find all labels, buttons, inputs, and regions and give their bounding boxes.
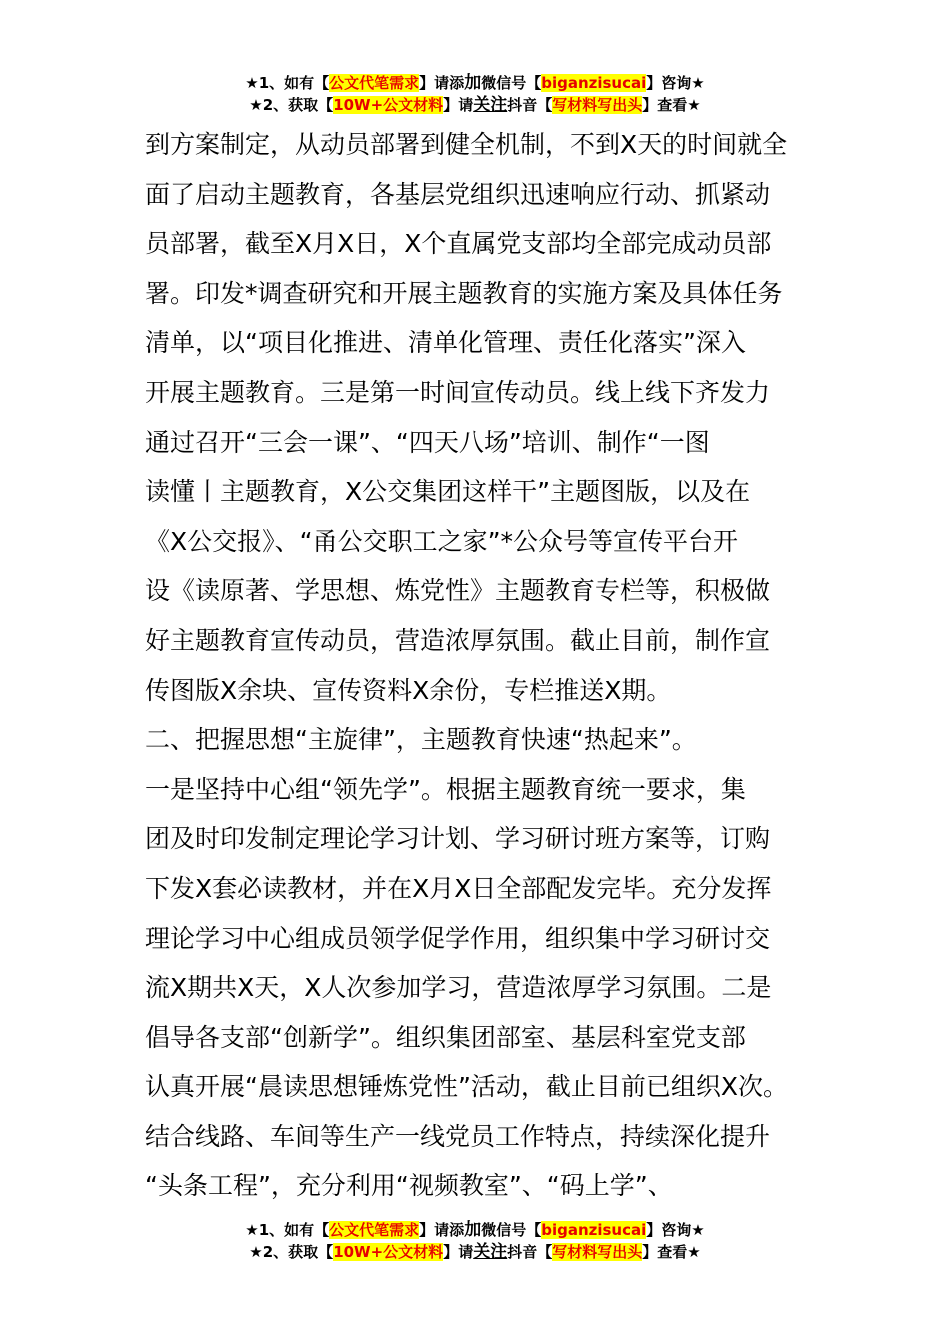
banner-text: 】请 [443, 1243, 474, 1261]
body-line: 倡导各支部“创新学”。组织集团部室、基层科室党支部 [145, 1022, 746, 1052]
banner-text: ★1、如有【 [245, 74, 330, 92]
body-line: 到方案制定，从动员部署到健全机制，不到X天的时间就全 [145, 130, 788, 159]
banner-text: 加 [464, 1220, 482, 1240]
banner-text: ★2、获取【 [249, 96, 334, 114]
banner-text: 】咨询★ [646, 74, 705, 92]
body-line: 好主题教育宣传动员，营造浓厚氛围。截止目前，制作宣 [145, 625, 771, 655]
banner-highlight: 公文代笔需求 [329, 1221, 420, 1239]
banner-text: ★1、如有【 [245, 1221, 330, 1239]
banner-highlight: biganzisucai [541, 1221, 647, 1239]
body-line: 团及时印发制定理论学习计划、学习研讨班方案等，订购 [145, 824, 771, 854]
banner-highlight: 写材料写出头 [552, 96, 643, 114]
body-line: 通过召开“三会一课”、“四天八场”培训、制作“一图 [145, 427, 710, 457]
banner-highlight: 写材料写出头 [552, 1243, 643, 1261]
banner-text: ★2、获取【 [249, 1243, 334, 1261]
banner-text: 微信号【 [481, 74, 542, 92]
banner-text: 】请 [443, 96, 474, 114]
body-line: 传图版X余块、宣传资料X余份，专栏推送X期。 [145, 675, 672, 705]
body-line: 员部署，截至X月X日，X个直属党支部均全部完成动员部 [145, 229, 772, 259]
banner-line-2 [0, 1241, 950, 1263]
banner-text: 】请添 [419, 74, 465, 92]
banner-text: 抖音【 [507, 96, 553, 114]
body-line: “头条工程”，充分利用“视频教室”、“码上学”、 [145, 1171, 673, 1201]
body-line: 理论学习中心组成员领学促学作用，组织集中学习研讨交 [145, 923, 771, 953]
banner-highlight: biganzisucai [541, 74, 647, 92]
banner-highlight: 10W+公文材料 [333, 96, 444, 114]
banner-text: 加 [464, 73, 482, 93]
banner-highlight: 10W+公文材料 [333, 1243, 444, 1261]
body-line: 下发X套必读教材，并在X月X日全部配发完毕。充分发挥 [145, 873, 772, 903]
body-line: 结合线路、车间等生产一线党员工作特点，持续深化提升 [145, 1121, 771, 1151]
banner-text: 微信号【 [481, 1221, 542, 1239]
banner-text: 】请添 [419, 1221, 465, 1239]
banner-text: 】查看★ [642, 96, 701, 114]
body-line: 署。印发*调查研究和开展主题教育的实施方案及具体任务 [145, 278, 783, 308]
body-line: 设《读原著、学思想、炼党性》主题教育专栏等，积极做 [145, 576, 771, 606]
body-line: 清单，以“项目化推进、清单化管理、责任化落实”深入 [145, 328, 746, 358]
bottom-banner [0, 1219, 950, 1263]
banner-text: 】查看★ [642, 1243, 701, 1261]
top-banner [0, 72, 950, 116]
body-line: 《X公交报》、“甬公交职工之家”*公众号等宣传平台开 [145, 526, 739, 556]
banner-text: 抖音【 [507, 1243, 553, 1261]
body-line: 认真开展“晨读思想锤炼党性”活动，截止目前已组织X次。 [145, 1072, 789, 1102]
banner-line-1 [0, 1219, 950, 1241]
body-line: 流X期共X天，X人次参加学习，营造浓厚学习氛围。二是 [145, 973, 772, 1003]
banner-text: 关注 [473, 1242, 508, 1262]
document-body [145, 120, 825, 1211]
banner-highlight: 公文代笔需求 [329, 74, 420, 92]
section-heading: 二、把握思想“主旋律”，主题教育快速“热起来”。 [145, 725, 697, 755]
banner-line-2 [0, 94, 950, 116]
banner-line-1 [0, 72, 950, 94]
banner-text: 】咨询★ [646, 1221, 705, 1239]
body-line: 读懂丨主题教育，X公交集团这样干”主题图版，以及在 [145, 477, 751, 507]
body-line: 开展主题教育。三是第一时间宣传动员。线上线下齐发力 [145, 377, 771, 407]
banner-text: 关注 [473, 95, 508, 115]
body-line: 面了启动主题教育，各基层党组织迅速响应行动、抓紧动 [145, 179, 771, 209]
body-line: 一是坚持中心组“领先学”。根据主题教育统一要求，集 [145, 774, 746, 804]
